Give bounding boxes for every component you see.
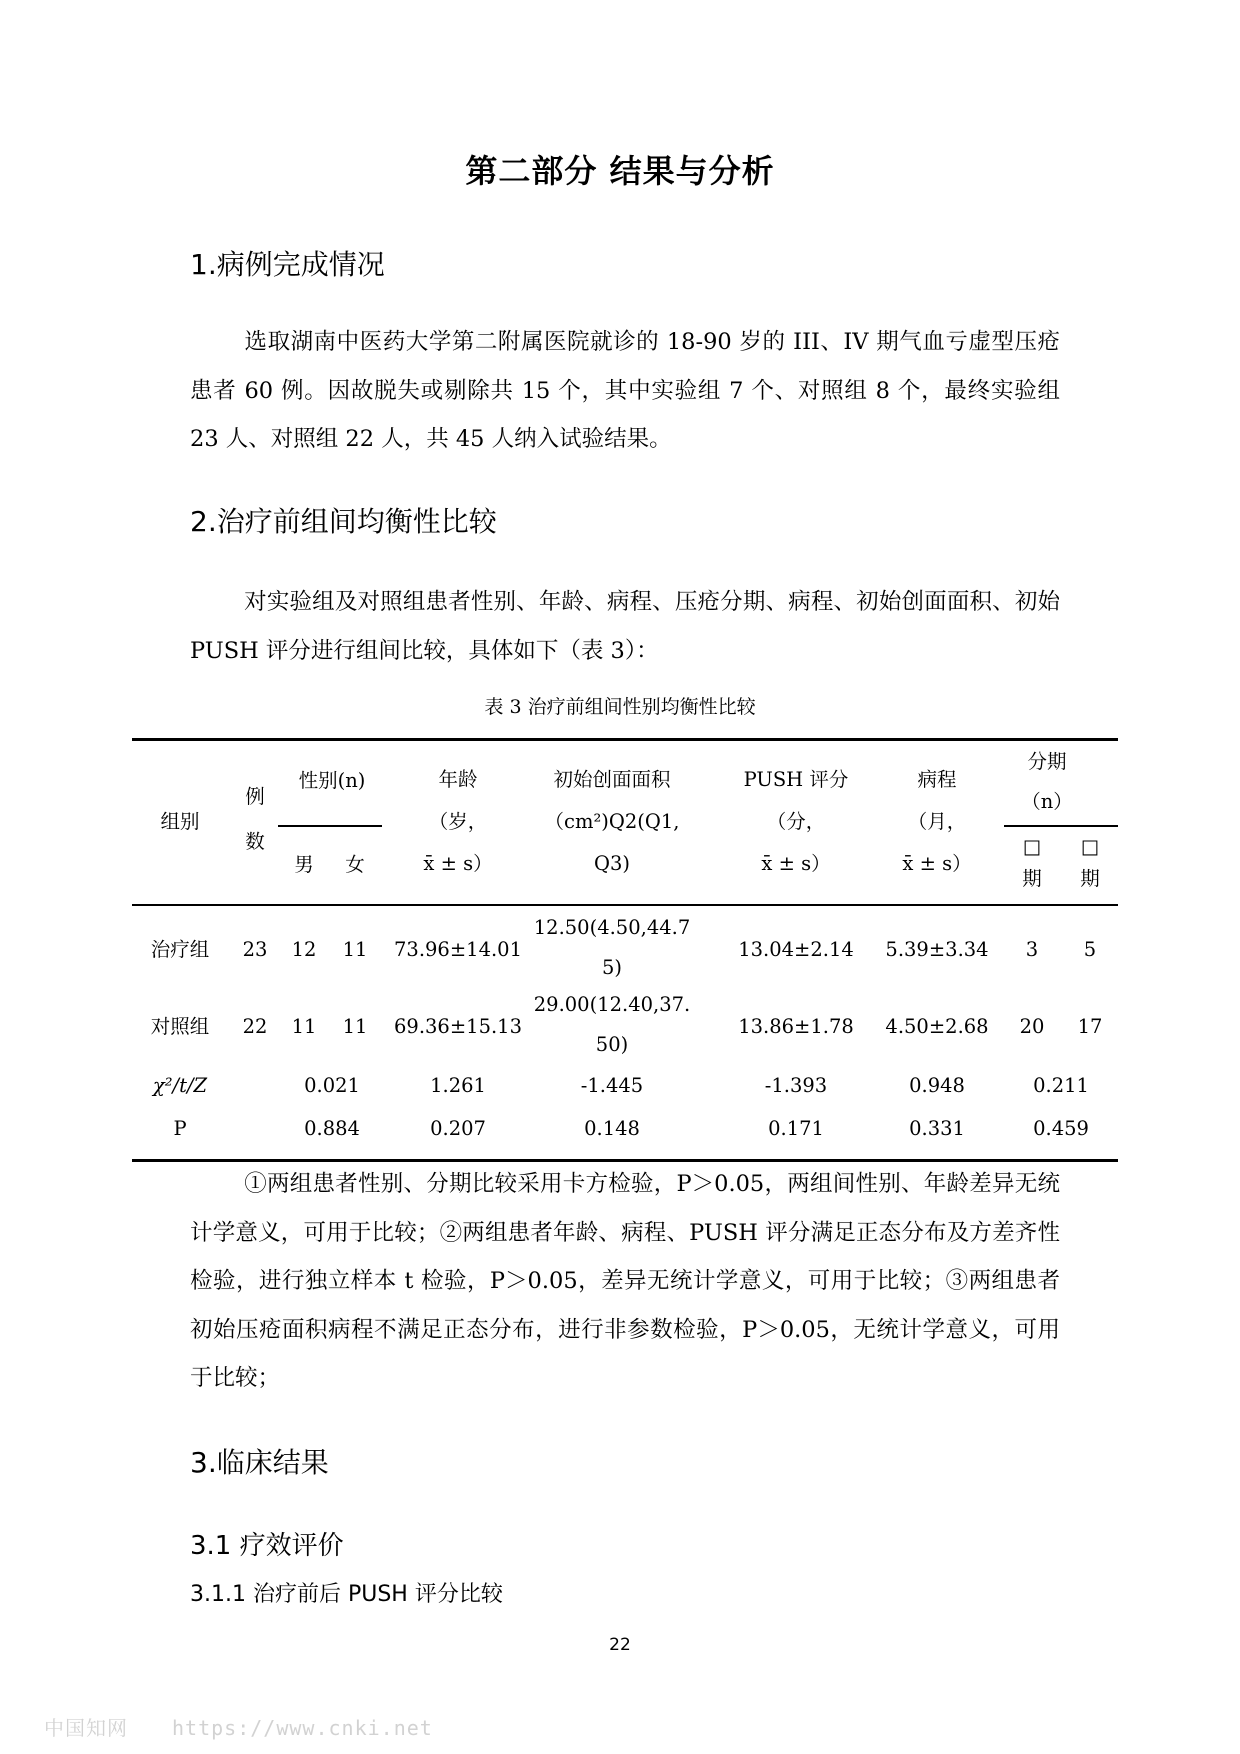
page-number: 22 [609, 1635, 631, 1655]
sex-subheader-rule [278, 825, 382, 827]
stat2-stage: 0.459 [1033, 1117, 1089, 1140]
header-group: 组别 [160, 810, 200, 833]
header-course-line3: x̄ ± s） [902, 852, 972, 875]
header-course-line2: （月， [907, 810, 967, 833]
stat2-area: 0.148 [584, 1117, 640, 1140]
header-age-line3: x̄ ± s） [423, 852, 493, 875]
row2-course: 4.50±2.68 [885, 1015, 989, 1038]
row2-area-line1: 29.00(12.40,37. [533, 993, 691, 1016]
subsubsection-heading: 3.1.1 治疗前后 PUSH 评分比较 [190, 1582, 503, 1607]
stat1-label: χ²/t/Z [152, 1074, 208, 1097]
section-1-paragraph: 选取湖南中医药大学第二附属医院就诊的 18-90 岁的 III、IV 期气血亏虚型压疮患者 60 例。因故脱失或剔除共 15 个，其中实验组 7 个、对照组 8 个，最终实验组 23 人、对照组 22 人，共 45 人纳入试验结果。 [190, 329, 1060, 452]
row1-n: 23 [242, 938, 268, 961]
table-header-rule [132, 904, 1118, 906]
row2-male: 11 [291, 1015, 317, 1038]
section-heading-3: 3.临床结果 [190, 1446, 329, 1479]
row1-stage-b: 5 [1083, 938, 1097, 961]
row2-age: 69.36±15.13 [394, 1015, 522, 1038]
section-heading-2: 2.治疗前组间均衡性比较 [190, 505, 497, 538]
stat1-area: -1.445 [580, 1074, 644, 1097]
row1-group: 治疗组 [150, 938, 210, 961]
row1-male: 12 [291, 938, 317, 961]
stat2-label: P [173, 1117, 187, 1140]
header-stage-a-bottom: 期 [1022, 867, 1042, 890]
row1-age: 73.96±14.01 [394, 938, 522, 961]
stat1-age: 1.261 [430, 1074, 486, 1097]
row1-push: 13.04±2.14 [738, 938, 854, 961]
header-stage-b-top: □ [1080, 835, 1100, 858]
watermark-name: 中国知网 [44, 1716, 128, 1740]
stat1-stage: 0.211 [1033, 1074, 1089, 1097]
row1-course: 5.39±3.34 [885, 938, 989, 961]
stat2-sex: 0.884 [304, 1117, 360, 1140]
header-stage-b-bottom: 期 [1080, 867, 1100, 890]
header-area-line1: 初始创面面积 [553, 768, 671, 791]
header-count-line2: 数 [245, 830, 265, 853]
table-caption: 表 3 治疗前组间性别均衡性比较 [484, 696, 756, 718]
row2-n: 22 [242, 1015, 268, 1038]
header-stage-a-top: □ [1022, 835, 1042, 858]
stat1-push: -1.393 [764, 1074, 828, 1097]
header-stage-line1: 分期 [1027, 750, 1067, 773]
header-male: 男 [294, 853, 314, 876]
row1-area-line1: 12.50(4.50,44.7 [533, 916, 691, 939]
stat1-sex: 0.021 [304, 1074, 360, 1097]
table-note-paragraph: ①两组患者性别、分期比较采用卡方检验，P＞0.05，两组间性别、年龄差异无统计学意义，可用于比较；②两组患者年龄、病程、PUSH 评分满足正态分布及方差齐性检验，进行独立样本 t 检验，P＞0.05，差异无统计学意义，可用于比较；③两组患者初始压疮面积病程不满足正态分布，进行非参数检验，P＞0.05，无统计学意义，可用于比较； [190, 1171, 1060, 1391]
header-age-line2: （岁， [428, 810, 488, 833]
stat2-push: 0.171 [768, 1117, 824, 1140]
row2-area-line2: 50) [595, 1033, 629, 1056]
baseline-table [132, 738, 1118, 1162]
stage-subheader-rule [1004, 825, 1118, 827]
row2-push: 13.86±1.78 [738, 1015, 854, 1038]
watermark-url: https://www.cnki.net [172, 1716, 433, 1740]
watermark [44, 1712, 477, 1741]
header-push-line2: （分， [766, 810, 826, 833]
row1-female: 11 [342, 938, 368, 961]
stat1-course: 0.948 [909, 1074, 965, 1097]
stat2-age: 0.207 [430, 1117, 486, 1140]
row1-stage-a: 3 [1025, 938, 1039, 961]
section-heading-1: 1.病例完成情况 [190, 248, 385, 281]
section-2-paragraph: 对实验组及对照组患者性别、年龄、病程、压疮分期、病程、初始创面面积、初始 PUSH 评分进行组间比较，具体如下（表 3）： [190, 589, 1060, 664]
row2-group: 对照组 [150, 1015, 210, 1038]
page-title: 第二部分 结果与分析 [465, 152, 775, 190]
header-course-line1: 病程 [917, 768, 957, 791]
row2-female: 11 [342, 1015, 368, 1038]
stat2-course: 0.331 [909, 1117, 965, 1140]
subsection-heading: 3.1 疗效评价 [190, 1531, 344, 1561]
header-female: 女 [345, 853, 365, 876]
header-area-line2: （cm²)Q2(Q1, [544, 810, 680, 833]
header-push-line3: x̄ ± s） [761, 852, 831, 875]
row2-stage-b: 17 [1077, 1015, 1103, 1038]
table-top-rule [132, 738, 1118, 741]
row1-area-line2: 5) [601, 956, 623, 979]
header-push-line1: PUSH 评分 [743, 768, 849, 791]
header-count-line1: 例 [245, 785, 265, 808]
header-stage-line2: （n） [1021, 790, 1073, 813]
header-area-line3: Q3) [593, 852, 631, 875]
row2-stage-a: 20 [1019, 1015, 1045, 1038]
header-age-line1: 年龄 [438, 768, 478, 791]
header-sex: 性别(n) [298, 769, 366, 792]
